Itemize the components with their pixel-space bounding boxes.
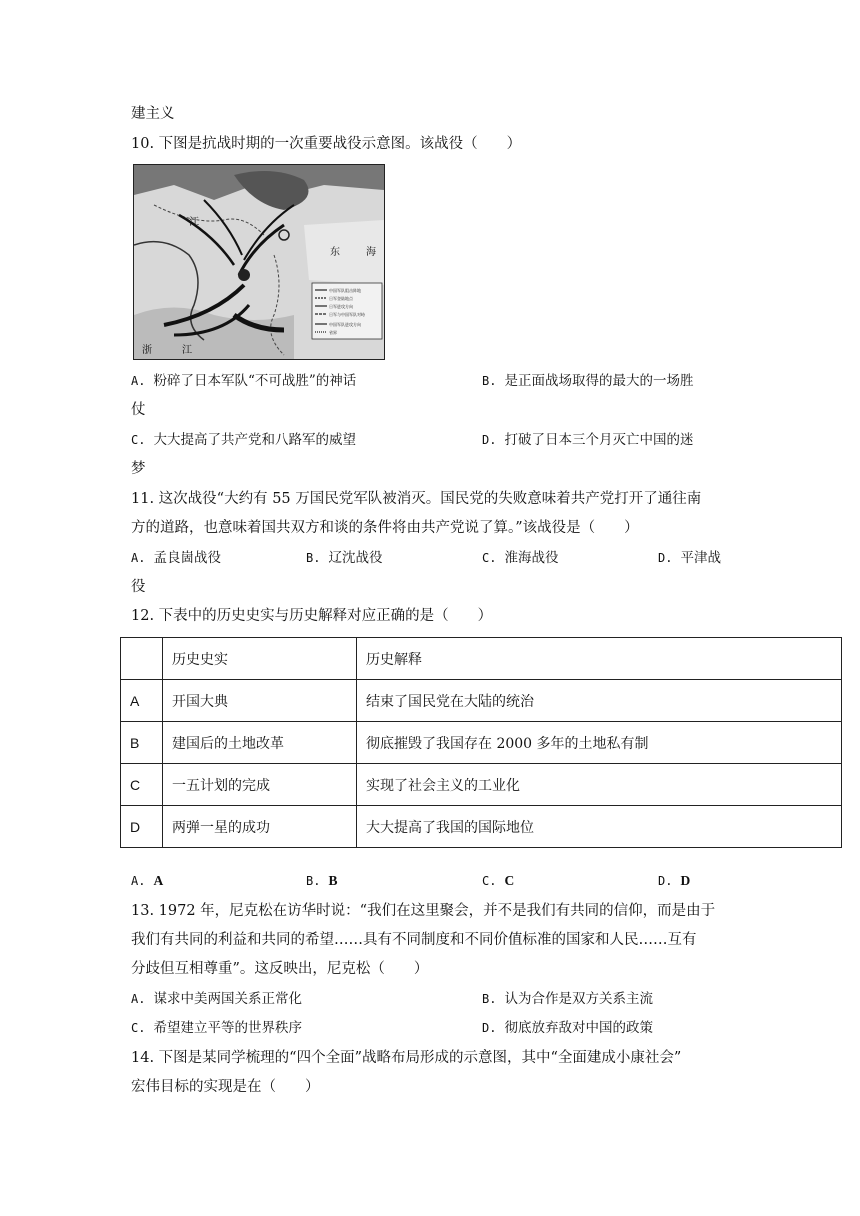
table-cell: 实现了社会主义的工业化 xyxy=(357,764,842,806)
question-11-stem-line1: 11. 这次战役“大约有 55 万国民党军队被消灭。国民党的失败意味着共产党打开了通往南 xyxy=(131,491,702,507)
q11-option-a[interactable]: A. 孟良崮战役 xyxy=(131,550,221,566)
table-cell: B xyxy=(121,722,163,764)
q10-option-c[interactable]: C. 大大提高了共产党和八路军的威望 xyxy=(131,432,356,448)
table-cell: A xyxy=(121,680,163,722)
table-row xyxy=(121,764,842,806)
map-label-jiang-2: 江 xyxy=(182,345,192,356)
table-header-cell xyxy=(121,638,163,680)
table-cell: 开国大典 xyxy=(163,680,357,722)
table-cell: 彻底摧毁了我国存在 2000 多年的土地私有制 xyxy=(357,722,842,764)
table-cell: 建国后的土地改革 xyxy=(163,722,357,764)
map-label-zhe: 浙 xyxy=(142,345,152,356)
q13-option-d[interactable]: D. 彻底放弃敌对中国的政策 xyxy=(482,1020,653,1036)
q12-option-a[interactable]: A. A xyxy=(131,873,164,888)
q11-option-c[interactable]: C. 淮海战役 xyxy=(482,550,559,566)
question-13-stem-line2: 我们有共同的利益和共同的希望……具有不同制度和不同价值标准的国家和人民……互有 xyxy=(131,932,697,948)
q10-option-b-wrap: 仗 xyxy=(131,402,146,418)
q11-option-d-wrap: 役 xyxy=(131,579,146,595)
q11-option-b[interactable]: B. 辽沈战役 xyxy=(306,550,383,566)
map-legend-4: 日军与中国军队对峙 xyxy=(329,312,365,317)
table-header-row xyxy=(121,638,842,680)
q13-option-b[interactable]: B. 认为合作是双方关系主流 xyxy=(482,991,653,1007)
q10-option-b[interactable]: B. 是正面战场取得的最大的一场胜 xyxy=(482,373,694,389)
map-legend-3: 日军进攻方向 xyxy=(329,304,353,309)
map-legend-2: 日军登陆地点 xyxy=(329,296,353,301)
table-row xyxy=(121,722,842,764)
table-cell: 两弹一星的成功 xyxy=(163,806,357,848)
q10-option-d-wrap: 梦 xyxy=(131,461,146,477)
question-10-stem: 10. 下图是抗战时期的一次重要战役示意图。该战役（ ） xyxy=(131,136,522,152)
continued-text: 建主义 xyxy=(131,106,175,122)
battle-map-figure xyxy=(133,164,385,360)
table-cell: 结束了国民党在大陆的统治 xyxy=(357,680,842,722)
table-row xyxy=(121,680,842,722)
q10-option-d[interactable]: D. 打破了日本三个月灭亡中国的迷 xyxy=(482,432,694,448)
question-14-stem-line2: 宏伟目标的实现是在（ ） xyxy=(131,1079,320,1095)
table-header-cell: 历史史实 xyxy=(163,638,357,680)
question-13-stem-line3: 分歧但互相尊重”。这反映出，尼克松（ ） xyxy=(131,961,429,977)
question-12-stem: 12. 下表中的历史史实与历史解释对应正确的是（ ） xyxy=(131,608,493,624)
q12-option-d[interactable]: D. D xyxy=(658,873,691,888)
q13-option-a[interactable]: A. 谋求中美两国关系正常化 xyxy=(131,991,302,1007)
map-label-jiang-1: 江 xyxy=(189,217,199,228)
battle-map-image xyxy=(134,165,384,359)
map-label-hai: 海 xyxy=(366,247,376,258)
map-legend-5: 中国军队进攻方向 xyxy=(329,322,361,327)
question-11-stem-line2: 方的道路，也意味着国共双方和谈的条件将由共产党说了算。”该战役是（ ） xyxy=(131,520,639,536)
table-header-cell: 历史解释 xyxy=(357,638,842,680)
table-cell: 一五计划的完成 xyxy=(163,764,357,806)
question-14-stem-line1: 14. 下图是某同学梳理的“四个全面”战略布局形成的示意图，其中“全面建成小康社会” xyxy=(131,1050,682,1066)
table-cell: D xyxy=(121,806,163,848)
table-cell: C xyxy=(121,764,163,806)
map-legend-1: 中国军队阻击阵地 xyxy=(329,288,361,293)
table-row xyxy=(121,806,842,848)
q10-option-a[interactable]: A. 粉碎了日本军队“不可战胜”的神话 xyxy=(131,373,357,389)
q11-option-d[interactable]: D. 平津战 xyxy=(658,550,721,566)
history-table xyxy=(120,637,842,848)
table-cell: 大大提高了我国的国际地位 xyxy=(357,806,842,848)
q12-option-c[interactable]: C. C xyxy=(482,873,515,888)
map-legend-6: 省界 xyxy=(329,330,337,335)
question-13-stem-line1: 13. 1972 年，尼克松在访华时说：“我们在这里聚会，并不是我们有共同的信仰，而是由于 xyxy=(131,903,716,919)
q12-option-b[interactable]: B. B xyxy=(306,873,338,888)
q13-option-c[interactable]: C. 希望建立平等的世界秩序 xyxy=(131,1020,302,1036)
map-label-dong: 东 xyxy=(330,247,340,258)
